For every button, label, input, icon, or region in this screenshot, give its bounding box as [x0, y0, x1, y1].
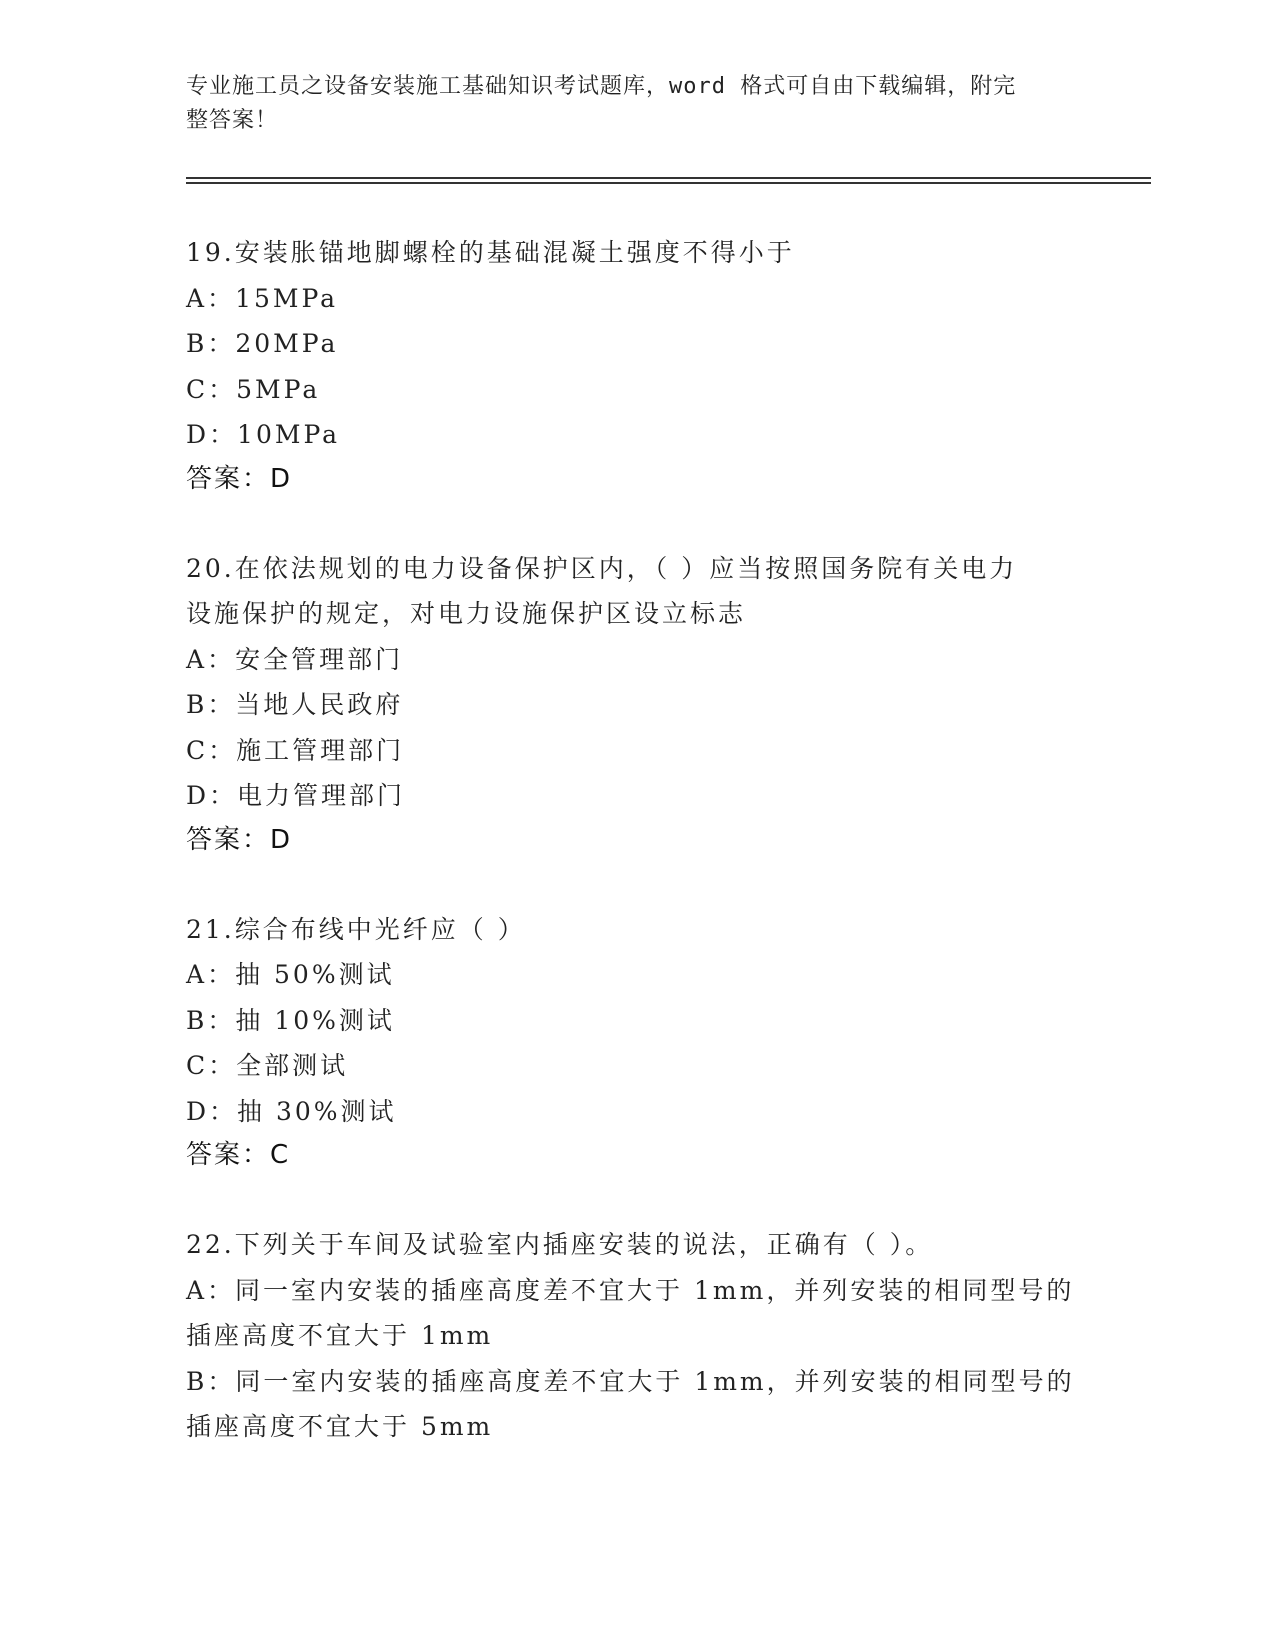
option-text: 施工管理部门: [236, 735, 405, 765]
option-key: B：: [186, 1005, 236, 1035]
option-a: [186, 637, 1086, 683]
answer-label: 答案：D: [186, 463, 293, 494]
option-d: [186, 773, 1086, 819]
option-b-line-1: B：同一室内安装的插座高度差不宜大于 1mm，并列安装的相同型号的: [186, 1366, 1075, 1396]
option-text: 抽 50%测试: [235, 960, 395, 989]
option-text: 电力管理部门: [237, 781, 406, 810]
question-19: [186, 230, 1086, 501]
option-a: [186, 952, 1086, 998]
option-text: 抽 10%测试: [235, 1005, 395, 1035]
option-c: [186, 728, 1086, 774]
option-text: 安全管理部门: [235, 644, 404, 674]
header-divider-top: [186, 177, 1151, 179]
option-key: C：: [186, 735, 237, 765]
option-text: 15MPa: [235, 283, 339, 313]
option-key: D：: [186, 1096, 238, 1126]
option-b: [186, 998, 1086, 1044]
option-d: [186, 412, 1086, 458]
option-text: 5MPa: [236, 374, 321, 404]
option-key: C：: [186, 1051, 237, 1080]
option-text: 全部测试: [236, 1051, 349, 1080]
question-text-line-1: 20.在依法规划的电力设备保护区内，（ ）应当按照国务院有关电力: [186, 553, 1018, 583]
option-key: A：: [186, 960, 236, 989]
option-key: D：: [186, 781, 238, 810]
question-list: [186, 230, 1086, 1495]
question-text: 21.综合布线中光纤应（ ）: [186, 914, 526, 944]
option-key: B：: [186, 690, 236, 719]
option-text: 抽 30%测试: [237, 1096, 397, 1126]
option-b: [186, 1359, 1075, 1450]
option-key: D：: [186, 420, 238, 449]
answer-label: 答案：C: [186, 1140, 291, 1170]
option-a-line-2: 插座高度不宜大于 1mm: [186, 1321, 494, 1350]
option-key: A：: [186, 644, 236, 674]
option-a: [186, 276, 1086, 322]
question-text-line-2: 设施保护的规定，对电力设施保护区设立标志: [186, 599, 747, 628]
header-line-2: 整答案！: [186, 108, 279, 133]
option-b-line-2: 插座高度不宜大于 5mm: [186, 1412, 494, 1441]
option-key: C：: [186, 374, 237, 404]
option-c: [186, 1043, 1086, 1089]
question-20: [186, 546, 1086, 862]
question-21: [186, 907, 1086, 1178]
option-text: 当地人民政府: [235, 690, 404, 719]
option-c: [186, 367, 1086, 413]
option-d: [186, 1089, 1086, 1135]
option-text: 20MPa: [235, 329, 339, 358]
option-text: 10MPa: [237, 420, 341, 449]
question-text: 19.安装胀锚地脚螺栓的基础混凝土强度不得小于: [186, 238, 795, 267]
option-key: B：: [186, 329, 236, 358]
option-b: [186, 682, 1086, 728]
question-text: 22.下列关于车间及试验室内插座安装的说法，正确有（ ）。: [186, 1230, 934, 1259]
option-a: [186, 1268, 1075, 1359]
question-22: [186, 1222, 1086, 1450]
option-key: A：: [186, 283, 236, 313]
option-b: [186, 321, 1086, 367]
option-a-line-1: A：同一室内安装的插座高度差不宜大于 1mm，并列安装的相同型号的: [186, 1275, 1075, 1305]
header-line-1: 专业施工员之设备安装施工基础知识考试题库，word 格式可自由下载编辑，附完: [186, 74, 1017, 99]
header-divider-bottom: [186, 182, 1151, 184]
document-header: [186, 70, 1066, 138]
answer-label: 答案：D: [186, 824, 293, 855]
